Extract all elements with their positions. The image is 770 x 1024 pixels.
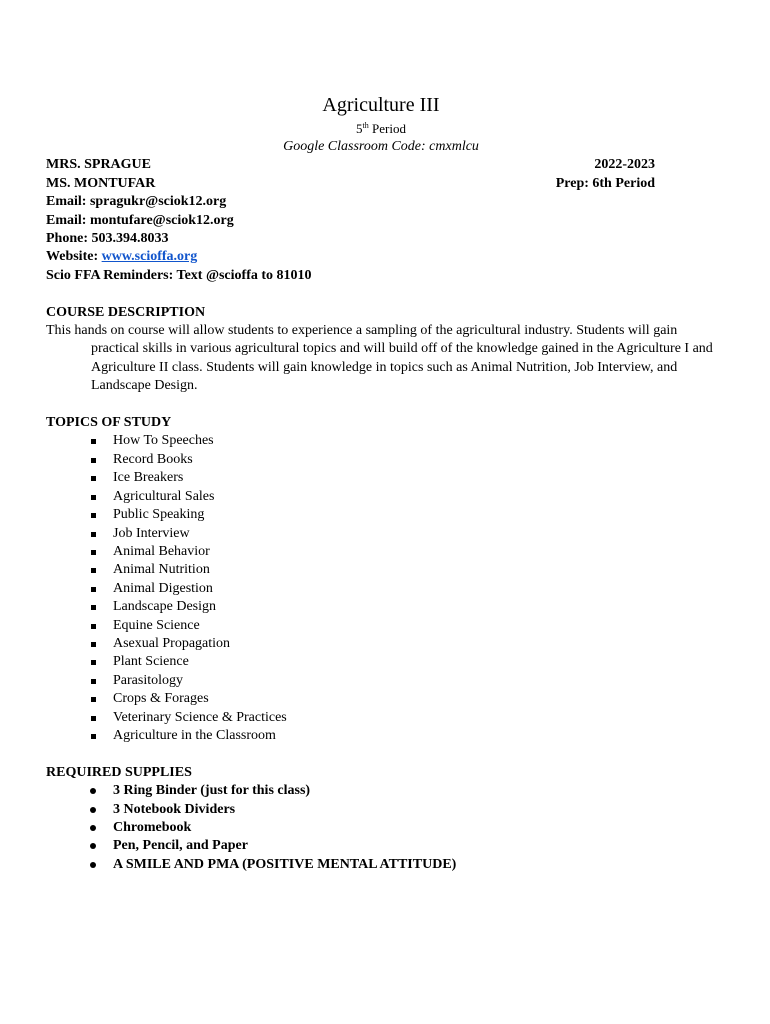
list-item: Veterinary Science & Practices [46, 709, 716, 727]
ffa-reminders: Scio FFA Reminders: Text @scioffa to 81010 [46, 267, 312, 283]
teacher-row-2 [46, 175, 655, 193]
teacher-2-name: MS. MONTUFAR [46, 175, 156, 191]
list-item: 3 Ring Binder (just for this class) [46, 782, 716, 800]
course-title: Agriculture III [322, 94, 440, 116]
classroom-code: Google Classroom Code: cmxmlcu [283, 139, 479, 154]
teacher-1-name: MRS. SPRAGUE [46, 157, 152, 173]
list-item: Agriculture in the Classroom [46, 727, 716, 745]
list-item: Animal Behavior [46, 543, 716, 561]
prep-period: Prep: 6th Period [555, 175, 655, 191]
supplies-list [46, 782, 716, 874]
topics-list [46, 432, 716, 745]
class-period [46, 120, 716, 138]
period-word: Period [372, 121, 406, 136]
supplies-heading: REQUIRED SUPPLIES [46, 764, 192, 780]
teacher-row-1 [46, 156, 655, 174]
course-description-text: This hands on course will allow students to experience a sampling of the agricultural industry. Students will gain practical skills in various agricultural topics and will build off of the knowledge gained in the Agriculture I and Agriculture II class. Students will gain knowledge in topics such as Animal Nutrition, Job Interview, and Landscape Design. [46, 323, 713, 394]
school-year: 2022-2023 [594, 157, 655, 173]
list-item: Landscape Design [46, 598, 716, 616]
list-item: Plant Science [46, 653, 716, 671]
topics-heading: TOPICS OF STUDY [46, 415, 172, 431]
list-item: Crops & Forages [46, 690, 716, 708]
list-item: Equine Science [46, 617, 716, 635]
list-item: Asexual Propagation [46, 635, 716, 653]
list-item: Chromebook [46, 819, 716, 837]
list-item: Job Interview [46, 525, 716, 543]
email-2: Email: montufare@sciok12.org [46, 212, 234, 228]
list-item: 3 Notebook Dividers [46, 801, 716, 819]
list-item: How To Speeches [46, 432, 716, 450]
list-item: A SMILE AND PMA (POSITIVE MENTAL ATTITUDE) [46, 856, 716, 874]
syllabus-page [46, 93, 716, 874]
list-item: Animal Nutrition [46, 561, 716, 579]
list-item: Ice Breakers [46, 469, 716, 487]
list-item: Parasitology [46, 672, 716, 690]
website-link[interactable]: www.scioffa.org [101, 249, 198, 265]
email-1: Email: spragukr@sciok12.org [46, 194, 227, 210]
list-item: Agricultural Sales [46, 488, 716, 506]
period-number: 5 [356, 121, 363, 136]
list-item: Animal Digestion [46, 580, 716, 598]
list-item: Public Speaking [46, 506, 716, 524]
course-description-heading: COURSE DESCRIPTION [46, 304, 206, 320]
list-item: Record Books [46, 451, 716, 469]
list-item: Pen, Pencil, and Paper [46, 837, 716, 855]
phone: Phone: 503.394.8033 [46, 231, 169, 247]
website-line [46, 248, 716, 266]
period-suffix: th [362, 121, 369, 130]
website-label: Website: [46, 249, 102, 265]
